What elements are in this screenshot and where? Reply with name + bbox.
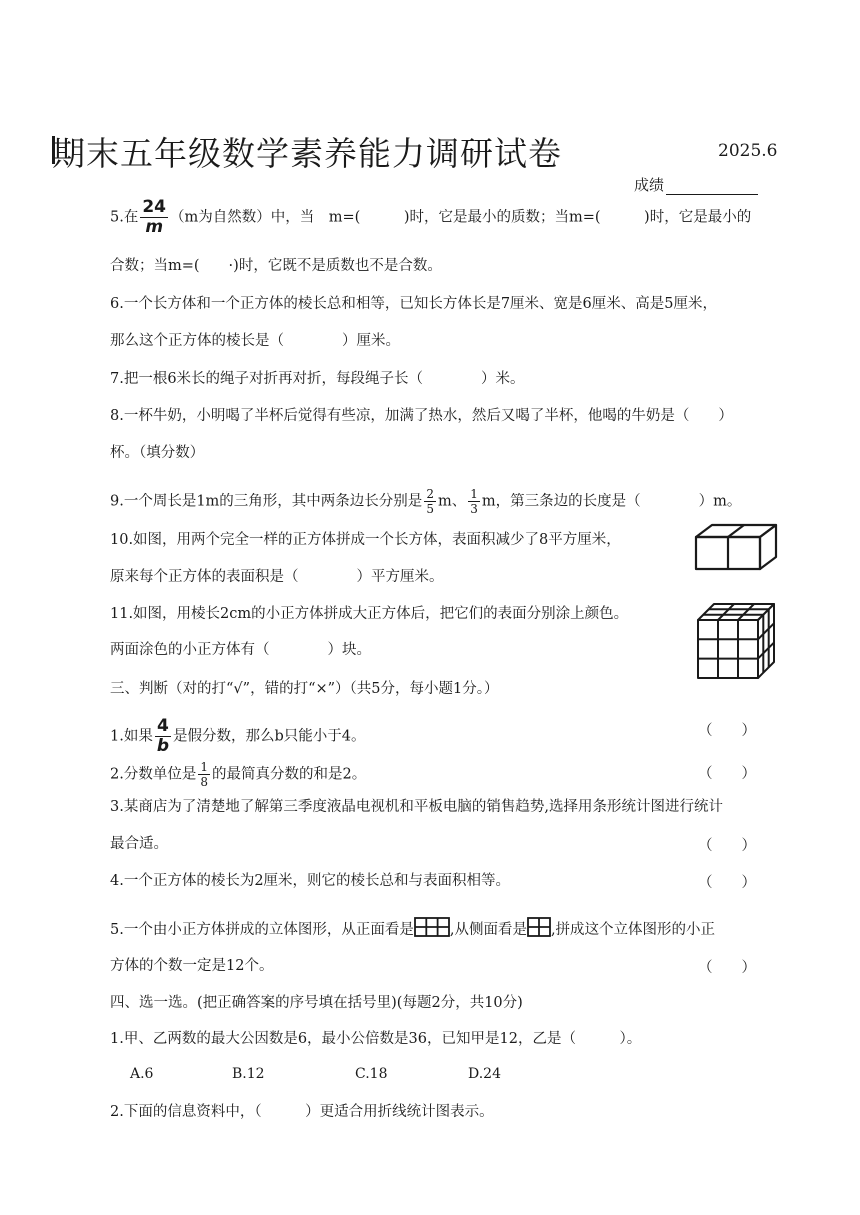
judge-q2 <box>110 761 366 788</box>
page-title: 期末五年级数学素养能力调研试卷 <box>52 134 562 173</box>
judge-q1-fraction <box>155 718 171 755</box>
fill-q7: 7.把一根6米长的绳子对折再对折，每段绳子长（ ）米。 <box>110 371 525 387</box>
judge-q2-post: 的最简真分数的和是2。 <box>211 766 367 783</box>
score-field[interactable] <box>634 174 758 195</box>
judge-q2-prefix: 2.分数单位是 <box>110 766 197 783</box>
two-cubes-figure <box>690 523 780 571</box>
fill-q9 <box>110 488 741 515</box>
choice-q1-option-c[interactable]: C.18 <box>355 1066 388 1082</box>
judge-q3-line2: 最合适。 <box>110 836 168 852</box>
judge-q4: 4.一个正方体的棱长为2厘米，则它的棱长总和与表面积相等。 <box>110 873 511 889</box>
fill-q9-post: m，第三条边的长度是（ ）m。 <box>481 493 742 510</box>
choice-heading: 四、选一选。(把正确答案的序号填在括号里)(每题2分，共10分) <box>110 995 523 1011</box>
choice-q1: 1.甲、乙两数的最大公因数是6，最小公倍数是36，已知甲是12，乙是（ ）。 <box>110 1031 642 1047</box>
score-blank[interactable] <box>666 178 758 195</box>
fill-q10-line1: 10.如图，用两个完全一样的正方体拼成一个长方体，表面积减少了8平方厘米， <box>110 532 621 548</box>
judge-q5-post: ,拼成这个立体图形的小正 <box>550 922 716 938</box>
judge-q2-answer-box[interactable]: （ ） <box>698 766 756 782</box>
choice-q1-option-a[interactable]: A.6 <box>130 1066 154 1082</box>
fill-q5-rest: （m为自然数）中，当 m=( )时，它是最小的质数；当m=( )时，它是最小的 <box>170 209 752 226</box>
judge-q1-answer-box[interactable]: （ ） <box>698 723 756 739</box>
judge-q3-answer-box[interactable]: （ ） <box>698 838 756 854</box>
judge-q5-line2: 方体的个数一定是12个。 <box>110 958 274 974</box>
choice-q1-option-d[interactable]: D.24 <box>468 1066 501 1082</box>
fill-q5-frac-den: m <box>145 217 164 237</box>
fill-q6-line1: 6.一个长方体和一个正方体的棱长总和相等，已知长方体长是7厘米、宽是6厘米、高是5厘米， <box>110 296 718 312</box>
judge-q5-answer-box[interactable]: （ ） <box>698 960 756 976</box>
fill-q5-line2: 合数；当m=( ·)时，它既不是质数也不是合数。 <box>110 258 442 274</box>
side-view-icon <box>527 917 551 937</box>
fill-q9-f1-num: 2 <box>426 487 434 501</box>
judge-q1 <box>110 718 366 755</box>
judge-q2-fraction <box>198 761 210 788</box>
judge-q2-frac-den: 8 <box>200 775 208 789</box>
front-view-icon <box>414 917 450 937</box>
fill-q11-line1: 11.如图，用棱长2cm的小正方体拼成大正方体后，把它们的表面分别涂上颜色。 <box>110 606 629 622</box>
judge-q4-answer-box[interactable]: （ ） <box>698 875 756 891</box>
fill-q5-line1 <box>110 199 751 236</box>
fill-q11-line2: 两面涂色的小正方体有（ ）块。 <box>110 642 371 658</box>
score-label: 成绩 <box>634 176 665 194</box>
judge-q5-line1 <box>110 917 715 940</box>
judge-q1-prefix: 1.如果 <box>110 728 153 745</box>
judge-q1-post: 是假分数，那么b只能小于4。 <box>173 728 366 745</box>
judge-q5-prefix: 5.一个由小正方体拼成的立体图形，从正面看是 <box>110 922 414 938</box>
fill-q9-fraction-1 <box>424 488 436 515</box>
fill-q9-mid: m、 <box>437 493 467 510</box>
fill-q5-frac-num: 24 <box>142 197 167 217</box>
fill-q10-line2: 原来每个正方体的表面积是（ ）平方厘米。 <box>110 569 444 585</box>
fill-q9-f2-den: 3 <box>470 502 478 516</box>
fill-q9-prefix: 9.一个周长是1m的三角形，其中两条边长分别是 <box>110 493 423 510</box>
fill-q5-fraction <box>140 199 168 236</box>
exam-date: 2025.6 <box>718 141 778 161</box>
fill-q8-line1: 8.一杯牛奶，小明喝了半杯后觉得有些凉，加满了热水，然后又喝了半杯，他喝的牛奶是（ ） <box>110 408 733 424</box>
fill-q8-line2: 杯。（填分数） <box>110 445 205 461</box>
judge-q2-frac-num: 1 <box>200 760 208 774</box>
judge-heading: 三、判断（对的打“√”，错的打“×”）（共5分，每小题1分。） <box>110 681 499 697</box>
fill-q5-prefix: 5.在 <box>110 209 139 226</box>
judge-q1-frac-num: 4 <box>157 716 169 736</box>
choice-q2: 2.下面的信息资料中，（ ）更适合用折线统计图表示。 <box>110 1104 494 1120</box>
judge-q5-mid: ,从侧面看是 <box>449 922 527 938</box>
fill-q6-line2: 那么这个正方体的棱长是（ ）厘米。 <box>110 333 400 349</box>
big-cube-figure <box>694 600 780 680</box>
fill-q9-f1-den: 5 <box>426 502 434 516</box>
judge-q1-frac-den: b <box>156 736 170 756</box>
judge-q3-line1: 3.某商店为了清楚地了解第三季度液晶电视机和平板电脑的销售趋势,选择用条形统计图进行统计 <box>110 799 723 815</box>
fill-q9-fraction-2 <box>468 488 480 515</box>
fill-q9-f2-num: 1 <box>470 487 478 501</box>
choice-q1-option-b[interactable]: B.12 <box>232 1066 265 1082</box>
